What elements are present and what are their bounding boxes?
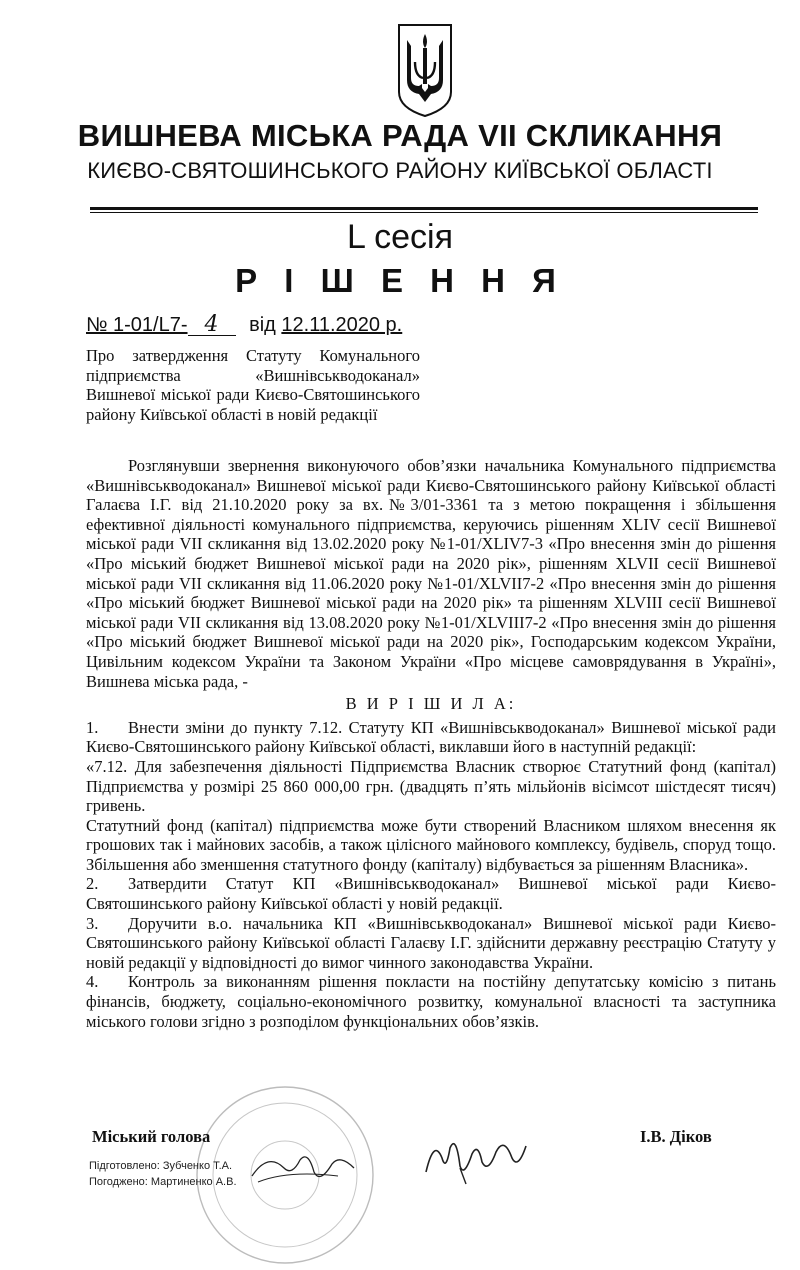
district-name: КИЄВО-СВЯТОШИНСЬКОГО РАЙОНУ КИЇВСЬКОЇ ОБЛАСТІ — [87, 158, 713, 183]
item-text: Контроль за виконанням рішення покласти на постійну депутатську комісію з питань фінансів, бюджету, соціально-економічного розвитку, комунальної власності та заступника міського голови згідно з розподілом функціональних обов’язків. — [86, 972, 776, 1031]
mayor-signature-icon — [420, 1128, 530, 1188]
preparer-signature-icon — [248, 1146, 358, 1190]
signature-position: Міський голова — [92, 1127, 211, 1146]
item-text: Доручити в.о. начальника КП «Вишнівськводоканал» Вишневої міської ради Києво-Святошинського району Київської області Галаєву І.Г. здійснити державну реєстрацію Статуту у новій редакції у відповідності до вимог чинного законодавства України. — [86, 913, 776, 972]
prepared-by: Підготовлено: Зубченко Т.А. — [89, 1160, 233, 1172]
date-label: від — [249, 314, 276, 336]
decision-number: № 1-01/L7- — [86, 314, 188, 336]
item-text: Внести зміни до пункту 7.12. Статуту КП «Вишнівськводоканал» Вишневої міської ради Києво-Святошинського району Київської області, виклавши його в наступній редакції: — [86, 717, 776, 757]
decision-title: Р І Ш Е Н Н Я — [235, 262, 565, 299]
header-rule-thin — [90, 212, 758, 213]
item-number: 3. — [86, 913, 99, 933]
signature-name: І.В. Діков — [640, 1127, 712, 1146]
list-item — [86, 757, 776, 816]
decision-body — [86, 456, 776, 1031]
decision-date: 12.11.2020 р. — [281, 314, 403, 336]
resolved-heading: В И Р І Ш И Л А: — [345, 694, 517, 714]
item-number: 4. — [86, 972, 99, 992]
item-number: 2. — [86, 874, 99, 894]
item-text: Затвердити Статут КП «Вишнівськводоканал» Вишневої міської ради Києво-Святошинського району Київської області у новій редакції. — [86, 874, 776, 914]
list-item — [86, 914, 776, 973]
trident-coat-of-arms-icon — [395, 22, 455, 118]
item-text: Статутний фонд (капітал) підприємства може бути створений Власником шляхом внесення як грошових так і майнових засобів, а також цілісного майнового комплексу, будівель, споруд тощо. Збільшення або зменшення статутного фонду (капіталу) відбувається за рішенням Власника». — [86, 815, 776, 874]
handwritten-number: 4 — [188, 315, 236, 336]
header-rule-thick — [90, 207, 758, 210]
session-title: L сесія — [347, 218, 453, 256]
list-item — [86, 874, 776, 913]
council-name: ВИШНЕВА МІСЬКА РАДА VII СКЛИКАННЯ — [77, 118, 723, 153]
list-item — [86, 972, 776, 1031]
preamble-paragraph: Розглянувши звернення виконуючого обов’язки начальника Комунального підприємства «Вишнівськводоканал» Вишневої міської ради Києво-Святошинського району Київської області Галаєва І.Г. від 21.10.2020 року за вх.№3/01-3361 та з метою покращення і збільшення ефективної діяльності комунального підприємства, керуючись рішенням XLIV сесії Вишневої міської ради VII скликання від 13.02.2020 року №1-01/XLIV7-3 «Про внесення змін до рішення «Про міський бюджет Вишневої міської ради на 2020 рік», рішенням XLVII сесії Вишневої міської ради VII скликання від 11.06.2020 року №1-01/XLVII7-2 «Про внесення змін до рішення «Про міський бюджет Вишневої міської ради на 2020 рік» та рішенням XLVIII сесії Вишневої міської ради VII скликання від 13.08.2020 року №1-01/XLVIII7-2 «Про внесення змін до рішення «Про міський бюджет Вишневої міської ради на 2020 рік», Господарським кодексом України, Цивільним кодексом України та Законом України «Про місцеве самоврядування в Україні», Вишнева міська рада, - — [86, 456, 776, 691]
decision-subject: Про затвердження Статуту Комунального підприємства «Вишнівськводоканал» Вишневої міської ради Києво-Святошинського району Київської області в новій редакції — [86, 346, 420, 424]
list-item — [86, 816, 776, 875]
list-item — [86, 718, 776, 757]
decision-number-line — [86, 314, 402, 337]
item-number: 1. — [86, 717, 99, 737]
item-text: «7.12. Для забезпечення діяльності Підприємства Власник створює Статутний фонд (капітал) Підприємства у розмірі 25 860 000,00 грн. (двадцять п’ять мільйонів вісімсот шістдесят тисяч) гривень. — [86, 756, 776, 816]
agreed-by: Погоджено: Мартиненко А.В. — [89, 1176, 237, 1188]
